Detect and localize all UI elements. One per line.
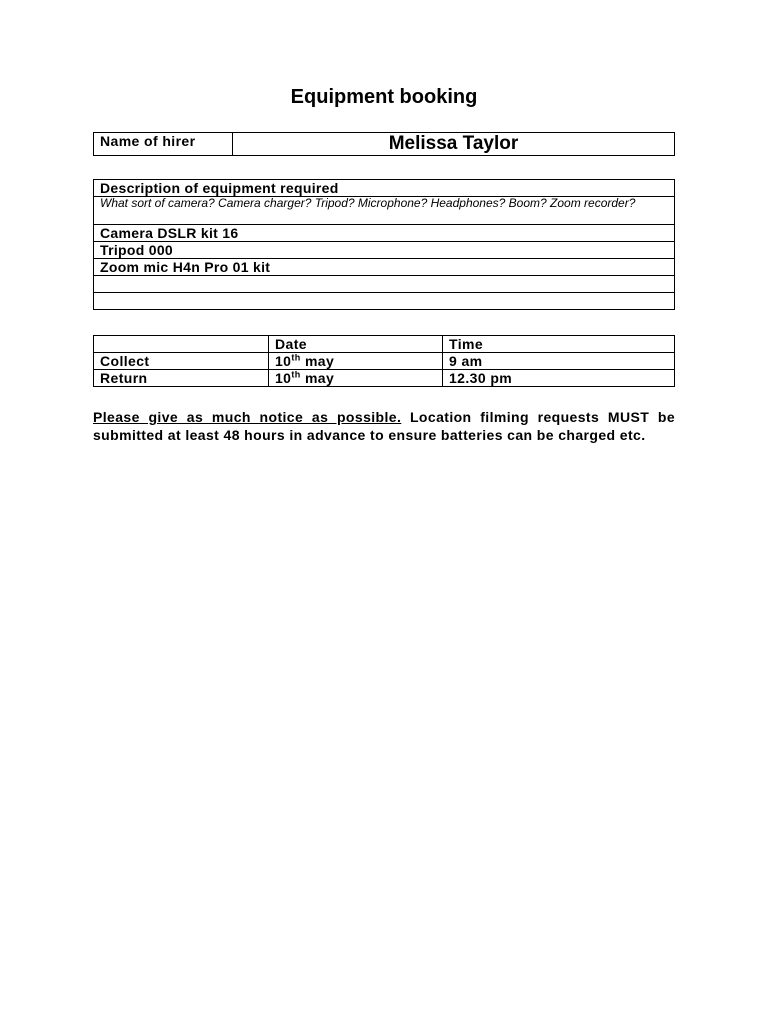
equipment-item[interactable] xyxy=(94,276,675,293)
equipment-item[interactable]: Tripod 000 xyxy=(94,242,675,259)
equipment-item[interactable] xyxy=(94,293,675,310)
return-date-suffix: th xyxy=(291,369,301,380)
schedule-row-collect xyxy=(94,353,675,370)
collect-date-month: may xyxy=(300,353,335,369)
schedule-header-date: Date xyxy=(269,336,443,353)
collect-date[interactable] xyxy=(269,353,443,370)
return-date-month: may xyxy=(300,370,335,386)
notice-text: Location filming requests MUST be submitted at least 48 hours in advance to ensure batteries can be charged etc. xyxy=(93,409,676,443)
equipment-hint: What sort of camera? Camera charger? Tripod? Microphone? Headphones? Boom? Zoom recorder? xyxy=(94,197,675,225)
notice-underlined: Please give as much notice as possible. xyxy=(93,409,402,425)
hirer-row xyxy=(94,133,675,156)
schedule-row-return xyxy=(94,370,675,387)
schedule-header-row xyxy=(94,336,675,353)
equipment-item[interactable]: Camera DSLR kit 16 xyxy=(94,225,675,242)
return-label: Return xyxy=(94,370,269,387)
return-date[interactable] xyxy=(269,370,443,387)
hirer-table xyxy=(93,132,675,156)
schedule-table xyxy=(93,335,675,387)
schedule-header-blank xyxy=(94,336,269,353)
return-date-day: 10 xyxy=(275,370,292,386)
equipment-header: Description of equipment required xyxy=(94,180,675,197)
collect-label: Collect xyxy=(94,353,269,370)
collect-date-day: 10 xyxy=(275,353,292,369)
hirer-label: Name of hirer xyxy=(94,133,233,156)
notice-paragraph xyxy=(93,408,675,444)
collect-date-suffix: th xyxy=(291,352,301,363)
equipment-table xyxy=(93,179,675,310)
collect-time[interactable]: 9 am xyxy=(443,353,675,370)
hirer-name[interactable]: Melissa Taylor xyxy=(233,133,675,156)
page-title: Equipment booking xyxy=(290,86,478,108)
schedule-header-time: Time xyxy=(443,336,675,353)
equipment-item[interactable]: Zoom mic H4n Pro 01 kit xyxy=(94,259,675,276)
return-time[interactable]: 12.30 pm xyxy=(443,370,675,387)
